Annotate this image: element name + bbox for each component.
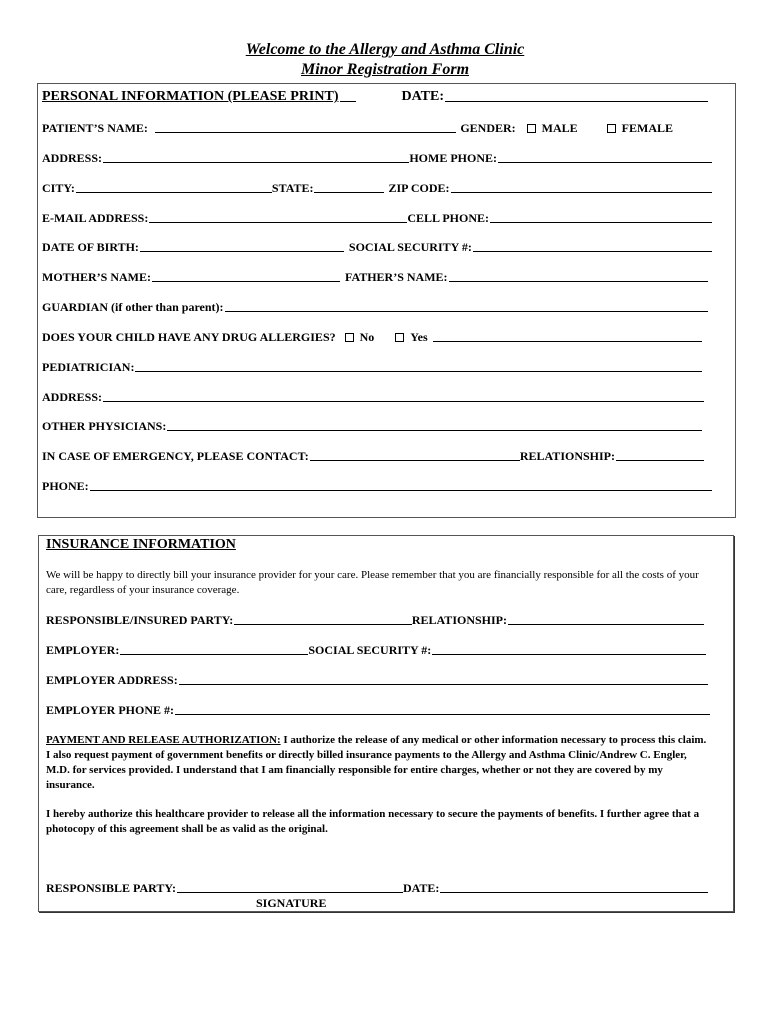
payment-authorization-heading: PAYMENT AND RELEASE AUTHORIZATION: bbox=[46, 734, 281, 746]
ssn-label: SOCIAL SECURITY #: bbox=[348, 240, 472, 254]
patient-name-field[interactable] bbox=[155, 131, 456, 133]
parents-row bbox=[42, 269, 708, 285]
cell-phone-label: CELL PHONE: bbox=[407, 211, 489, 225]
pediatrician-address-row bbox=[42, 389, 704, 405]
release-authorization-paragraph: I hereby authorize this healthcare provider to release all the information necessary to secure the payments of benefits. I further agree that a photocopy of this agreement shall be as valid as the original. bbox=[46, 808, 700, 835]
email-field[interactable] bbox=[149, 221, 407, 223]
pediatrician-address-label: ADDRESS: bbox=[42, 390, 103, 404]
date-label: DATE: bbox=[401, 89, 445, 104]
form-subtitle: Minor Registration Form bbox=[300, 61, 470, 78]
cell-phone-field[interactable] bbox=[490, 221, 712, 223]
emergency-contact-field[interactable] bbox=[310, 459, 520, 461]
employer-address-row bbox=[46, 672, 708, 688]
other-physicians-field[interactable] bbox=[167, 429, 702, 431]
allergies-row bbox=[42, 329, 702, 345]
patient-name-label: PATIENT’S NAME: bbox=[42, 121, 148, 135]
email-row bbox=[42, 210, 712, 226]
payment-authorization-text: I authorize the release of any medical or other information necessary to process this claim. I also request payment of government benefits or directly billed insurance payments to the Allergy and Asthma Clinic/Andrew C. Engler, M.D. for services provided. I understand that I am financially responsible for entire charges, whether or not they are covered by my insurance. bbox=[46, 734, 707, 791]
insurance-relationship-field[interactable] bbox=[508, 623, 704, 625]
employer-row bbox=[46, 642, 706, 658]
personal-info-heading: PERSONAL INFORMATION (PLEASE PRINT) bbox=[42, 89, 339, 104]
dob-field[interactable] bbox=[140, 250, 344, 252]
insurance-intro: We will be happy to directly bill your insurance provider for your care. Please remember that you are financially responsible for all the costs of your care, regardless of your insurance coverage. bbox=[46, 569, 699, 596]
responsible-insured-label: RESPONSIBLE/INSURED PARTY: bbox=[46, 613, 234, 627]
responsible-insured-field[interactable] bbox=[234, 623, 412, 625]
dob-label: DATE OF BIRTH: bbox=[42, 240, 139, 254]
guardian-field[interactable] bbox=[225, 310, 708, 312]
emergency-row bbox=[42, 448, 704, 464]
signature-date-label: DATE: bbox=[402, 881, 440, 895]
dob-row bbox=[42, 239, 712, 255]
patient-name-row bbox=[42, 120, 674, 136]
male-label: MALE bbox=[541, 121, 578, 135]
employer-phone-row bbox=[46, 702, 710, 718]
city-row bbox=[42, 180, 712, 196]
state-label: STATE: bbox=[271, 181, 314, 195]
responsible-insured-row bbox=[46, 612, 704, 628]
allergies-yes-checkbox[interactable] bbox=[395, 333, 404, 342]
guardian-row bbox=[42, 299, 708, 315]
father-name-field[interactable] bbox=[449, 280, 708, 282]
guardian-label: GUARDIAN (if other than parent): bbox=[42, 300, 224, 314]
phone-row bbox=[42, 478, 712, 494]
employer-phone-label: EMPLOYER PHONE #: bbox=[46, 703, 174, 717]
zip-code-field[interactable] bbox=[451, 191, 713, 193]
address-label: ADDRESS: bbox=[42, 151, 103, 165]
responsible-party-label: RESPONSIBLE PARTY: bbox=[46, 881, 176, 895]
address-row bbox=[42, 150, 712, 166]
email-label: E-MAIL ADDRESS: bbox=[42, 211, 149, 225]
phone-field[interactable] bbox=[90, 489, 712, 491]
signature-caption: SIGNATURE bbox=[256, 896, 327, 910]
emergency-relationship-field[interactable] bbox=[616, 459, 704, 461]
heading-underline bbox=[340, 100, 356, 102]
allergies-details-field[interactable] bbox=[433, 340, 702, 342]
other-physicians-row bbox=[42, 418, 702, 434]
mother-name-field[interactable] bbox=[152, 280, 340, 282]
zip-code-label: ZIP CODE: bbox=[388, 181, 450, 195]
phone-label: PHONE: bbox=[42, 479, 89, 493]
employer-phone-field[interactable] bbox=[175, 713, 710, 715]
father-name-label: FATHER’S NAME: bbox=[345, 270, 448, 284]
employer-field[interactable] bbox=[120, 653, 308, 655]
employer-label: EMPLOYER: bbox=[46, 643, 120, 657]
signature-date-field[interactable] bbox=[440, 891, 708, 893]
allergies-no-label: No bbox=[359, 330, 375, 344]
signature-field[interactable] bbox=[177, 891, 403, 893]
responsible-party-row bbox=[46, 880, 708, 896]
employer-address-field[interactable] bbox=[179, 683, 708, 685]
date-field[interactable] bbox=[445, 100, 708, 102]
allergies-yes-label: Yes bbox=[410, 330, 428, 344]
city-field[interactable] bbox=[76, 191, 272, 193]
payment-authorization-paragraph bbox=[46, 733, 712, 793]
city-label: CITY: bbox=[42, 181, 75, 195]
pediatrician-field[interactable] bbox=[135, 370, 702, 372]
other-physicians-label: OTHER PHYSICIANS: bbox=[42, 419, 167, 433]
ssn-field[interactable] bbox=[473, 250, 712, 252]
allergies-no-checkbox[interactable] bbox=[345, 333, 354, 342]
insurance-heading: INSURANCE INFORMATION bbox=[46, 537, 236, 552]
allergies-question: DOES YOUR CHILD HAVE ANY DRUG ALLERGIES? bbox=[42, 330, 336, 344]
pediatrician-label: PEDIATRICIAN: bbox=[42, 360, 135, 374]
female-label: FEMALE bbox=[621, 121, 673, 135]
female-checkbox[interactable] bbox=[607, 124, 616, 133]
state-field[interactable] bbox=[314, 191, 384, 193]
mother-name-label: MOTHER’S NAME: bbox=[42, 270, 151, 284]
insurance-relationship-label: RELATIONSHIP: bbox=[411, 613, 507, 627]
pediatrician-address-field[interactable] bbox=[103, 400, 704, 402]
home-phone-label: HOME PHONE: bbox=[409, 151, 497, 165]
personal-header-row bbox=[42, 85, 708, 105]
address-field[interactable] bbox=[103, 161, 409, 163]
home-phone-field[interactable] bbox=[498, 161, 712, 163]
male-checkbox[interactable] bbox=[527, 124, 536, 133]
emergency-contact-label: IN CASE OF EMERGENCY, PLEASE CONTACT: bbox=[42, 449, 309, 463]
pediatrician-row bbox=[42, 359, 702, 375]
employer-address-label: EMPLOYER ADDRESS: bbox=[46, 673, 178, 687]
emergency-relationship-label: RELATIONSHIP: bbox=[519, 449, 615, 463]
insurance-ssn-field[interactable] bbox=[432, 653, 706, 655]
gender-label: GENDER: bbox=[460, 121, 516, 135]
form-title: Welcome to the Allergy and Asthma Clinic bbox=[245, 41, 525, 58]
insurance-ssn-label: SOCIAL SECURITY #: bbox=[308, 643, 432, 657]
